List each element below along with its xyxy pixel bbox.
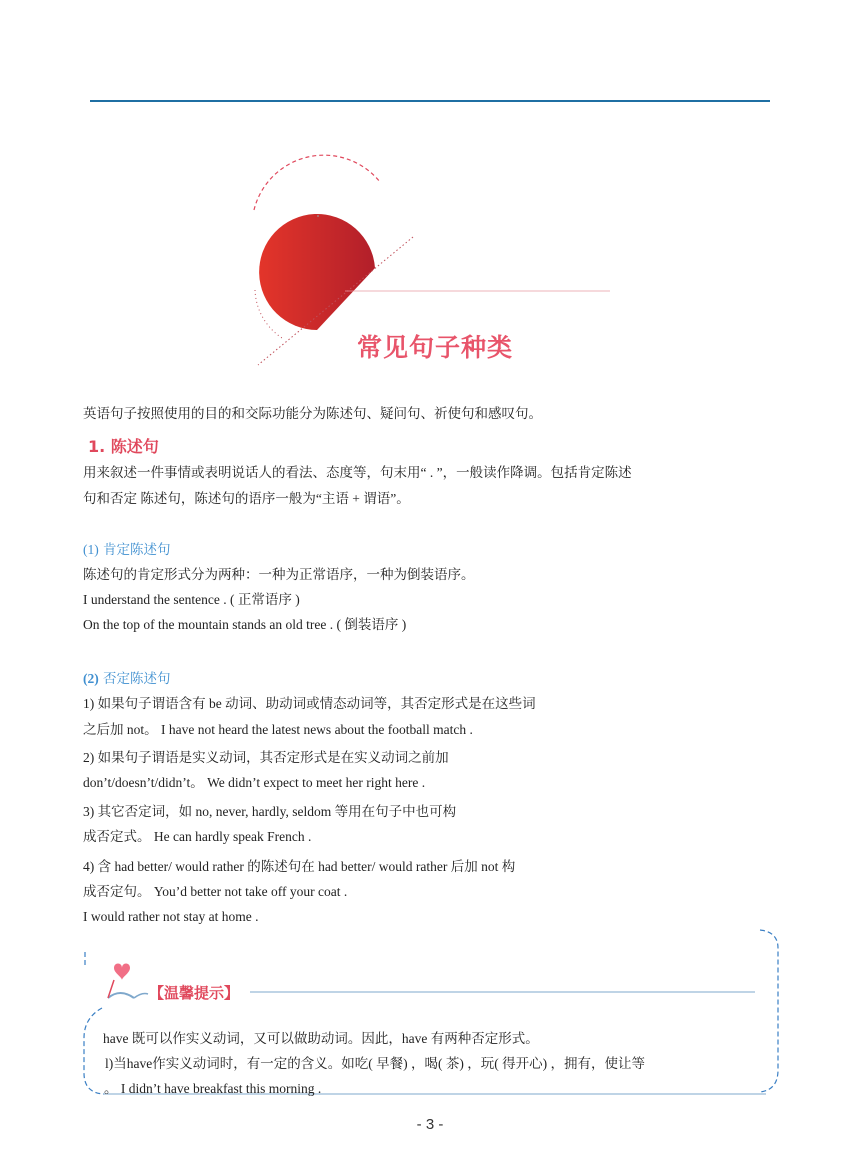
subsection-number: (2)	[83, 671, 99, 686]
subsection-heading	[83, 667, 171, 687]
page-title: 常见句子种类	[357, 333, 514, 362]
section-heading: 1. 陈述句	[88, 437, 159, 456]
list-item-line: I would rather not stay at home .	[83, 909, 259, 924]
subsection-title: 肯定陈述句	[103, 542, 171, 558]
dashed-arc	[254, 155, 380, 210]
dot	[317, 215, 319, 217]
list-item-line: 2) 如果句子谓语是实义动词，其否定形式是在实义动词之前加	[83, 750, 449, 765]
list-item-line: 1) 如果句子谓语含有 be 动词、助动词或情态动词等，其否定形式是在这些词	[83, 696, 536, 711]
section-desc-line: 用来叙述一件事情或表明说话人的看法、态度等，句末用“ . ”，一般读作降调。包括肯定陈述	[83, 465, 632, 480]
intro-text: 英语句子按照使用的目的和交际功能分为陈述句、疑问句、祈使句和感叹句。	[83, 406, 542, 421]
tip-line: 。 I didn’t have breakfast this morning .	[104, 1081, 322, 1096]
tip-line: l)当have作实义动词时，有一定的含义。如吃( 早餐) ，喝( 茶) ，玩( 得开心) ，拥有，使让等	[105, 1056, 645, 1071]
heart-book-icon	[100, 958, 152, 1006]
list-item-line: 成否定句。 You’d better not take off your coat .	[83, 884, 348, 899]
header-rule	[90, 100, 770, 102]
subsection-heading	[83, 538, 171, 558]
list-item-line: 之后加 not。 I have not heard the latest news about the football match .	[83, 722, 473, 737]
section-desc-line: 句和否定 陈述句，陈述句的语序一般为“主语 + 谓语”。	[83, 491, 410, 506]
body-line: 陈述句的肯定形式分为两种：一种为正常语序，一种为倒装语序。	[83, 567, 475, 582]
page-number: - 3 -	[416, 1116, 444, 1133]
example-line: I understand the sentence . ( 正常语序 )	[83, 592, 300, 607]
list-item-line: don’t/doesn’t/didn’t。 We didn’t expect to meet her right here .	[83, 775, 426, 790]
red-semicircle	[259, 214, 375, 330]
tip-title: 【温馨提示】	[149, 984, 240, 1002]
example-line: On the top of the mountain stands an old tree . ( 倒装语序 )	[83, 617, 407, 632]
tip-line: have 既可以作实义动词，又可以做助动词。因此，have 有两种否定形式。	[103, 1031, 539, 1046]
list-item-line: 成否定式。 He can hardly speak French .	[83, 829, 312, 844]
subsection-title: 否定陈述句	[103, 671, 171, 687]
tip-box-frame	[80, 928, 780, 1098]
list-item-line: 4) 含 had better/ would rather 的陈述句在 had better/ would rather 后加 not 构	[83, 859, 516, 874]
list-item-line: 3) 其它否定词，如 no, never, hardly, seldom 等用在句子中也可构	[83, 804, 457, 819]
subsection-number: (1)	[83, 542, 99, 557]
